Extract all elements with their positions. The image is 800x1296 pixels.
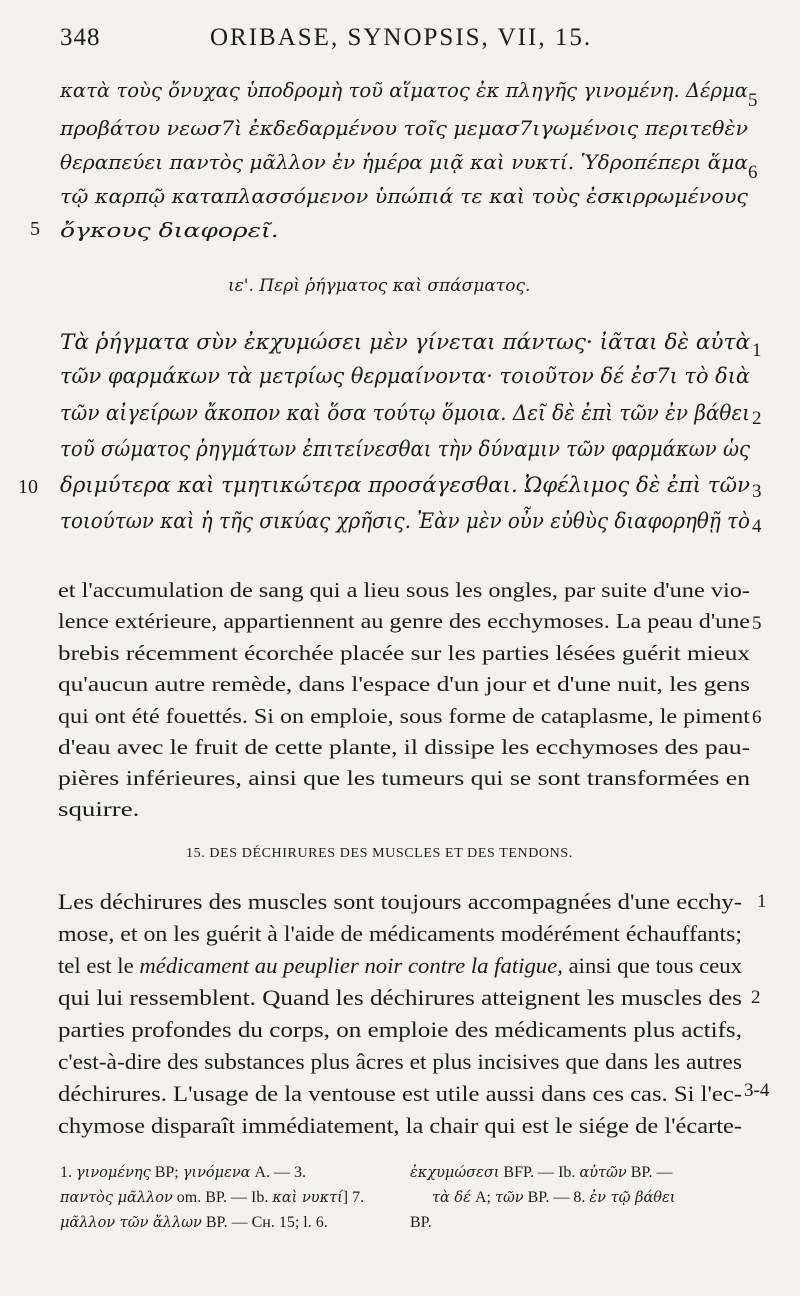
margin-number: 3-4 [744,1080,770,1101]
note-text: 1. [60,1164,72,1181]
greek-line: τῶν αἰγείρων ἄκοπον καὶ ὅσα τούτῳ ὅμοια. Δεῖ δὲ ἐπὶ τῶν ἐν βάθει [60,401,751,426]
french-text: tel est le [58,953,140,978]
greek-line: Τὰ ῥήγματα σὺν ἐκχυμώσει μὲν γίνεται πάντως· ἰᾶται δὲ αὐτὰ [60,330,751,355]
margin-number: 3 [752,481,762,502]
note-greek: καὶ νυκτί [272,1190,343,1206]
italic-title: médicament au peuplier noir contre la fatigue, [139,953,563,978]
french-line: Les déchirures des muscles sont toujours accompagnées d'une ecchy- [58,889,742,914]
note-greek: τὰ δέ [432,1190,471,1206]
french-line: qui lui ressemblent. Quand les déchirures atteignent les muscles des [58,985,742,1010]
french-line: parties profondes du corps, on emploie des médicaments plus actifs, [58,1017,742,1042]
footnote-line [432,1189,675,1207]
note-greek: γινομένης [76,1165,151,1181]
margin-number: 5 [752,613,762,634]
french-line: lence extérieure, appartiennent au genre des ecchymoses. La peau d'une [58,609,751,633]
running-title: ORIBASE, SYNOPSIS, VII, 15. [210,24,593,51]
greek-line: θεραπεύει παντὸς μᾶλλον ἐν ἡμέρα μιᾷ καὶ νυκτί. Ὑδροπέπερι ἅμα [60,150,748,174]
margin-number: 4 [752,516,762,537]
note-text: ] 7. [342,1189,365,1206]
note-text: BP. — [626,1164,673,1181]
margin-number: 2 [751,987,761,1008]
note-text: BP; [150,1164,179,1181]
french-text: ainsi que tous ceux [562,953,743,978]
note-greek: αὐτῶν [579,1165,627,1181]
french-line: brebis récemment écorchée placée sur les parties lésées guérit mieux [58,641,750,665]
greek-line: τῶν φαρμάκων τὰ μετρίως θερμαίνοντα· τοιοῦτον δέ ἐσ7ι τὸ διὰ [60,364,751,389]
french-line: et l'accumulation de sang qui a lieu sous les ongles, par suite d'une vio- [58,578,750,602]
greek-line: προβάτου νεωσ7ὶ ἐκδεδαρμένου τοῖς μεμασ7ιγωμένοις περιτεθὲν [60,116,749,140]
note-text: A; [470,1189,491,1206]
greek-line: ὄγκους διαφορεῖ. [60,218,279,242]
french-line: qu'aucun autre remède, dans l'espace d'un jour et d'une nuit, les gens [58,672,751,696]
french-line: squirre. [58,797,140,821]
french-line: mose, et on les guérit à l'aide de médicaments modérément échauffants; [58,921,743,946]
french-line: chymose disparaît immédiatement, la chair qui est le siége de l'écarte- [58,1113,743,1138]
french-line: qui ont été fouettés. Si on emploie, sous forme de cataplasme, le piment [58,704,751,728]
margin-number: 5 [748,90,758,111]
note-greek: παντὸς μᾶλλον [60,1190,173,1206]
footnote-line [410,1164,673,1182]
footnote-line [60,1164,306,1182]
page-header [60,24,750,58]
margin-number: 6 [748,162,758,183]
margin-number: 6 [752,707,762,728]
french-line: d'eau avec le fruit de cette plante, il dissipe les ecchymoses des pau- [58,735,751,759]
note-greek: ἐν τῷ βάθει [589,1190,676,1206]
footnote-line: BP. [410,1214,432,1231]
footnote-line [60,1214,328,1232]
note-text: om. BP. — Ib. [172,1189,269,1206]
french-line [58,953,742,979]
french-line: pières inférieures, ainsi que les tumeurs qui se sont transformées en [58,766,751,790]
footnote-line [60,1189,364,1207]
french-line: c'est-à-dire des substances plus âcres et plus incisives que dans les autres [58,1049,743,1074]
line-number: 10 [18,476,38,498]
note-greek: μᾶλλον τῶν ἄλλων [60,1215,202,1231]
margin-number: 2 [752,408,762,429]
note-greek: τῶν [494,1190,524,1206]
note-text: BP. — 8. [523,1189,586,1206]
page-number: 348 [60,24,101,51]
greek-line: τοιούτων καὶ ἡ τῆς σικύας χρῆσις. Ἐὰν μὲν οὖν εὐθὺς διαφορηθῇ τὸ [60,509,751,534]
margin-number: 1 [757,891,767,912]
note-greek: γινόμενα [182,1165,251,1181]
note-greek: ἐκχυμώσεσι [410,1165,500,1181]
note-text: A. — 3. [250,1164,307,1181]
greek-section-heading: ιε'. Περὶ ῥήγματος καὶ σπάσματος. [228,276,531,296]
greek-line: τοῦ σώματος ῥηγμάτων ἐπιτείνεσθαι τὴν δύναμιν τῶν φαρμάκων ὡς [60,437,750,462]
french-line: déchirures. L'usage de la ventouse est utile aussi dans ces cas. Si l'ec- [58,1081,743,1106]
line-number: 5 [30,218,40,240]
greek-line: δριμύτερα καὶ τμητικώτερα προσάγεσθαι. Ὠφέλιμος δὲ ἐπὶ τῶν [60,473,750,498]
margin-number: 1 [752,340,762,361]
note-text: BFP. — Ib. [499,1164,576,1181]
note-text: BP. — Cн. 15; l. 6. [201,1214,328,1231]
greek-line: τῷ καρπῷ καταπλασσόμενον ὑπώπιά τε καὶ τοὺς ἐσκιρρωμένους [60,184,749,208]
greek-line: κατὰ τοὺς ὄνυχας ὑποδρομὴ τοῦ αἵματος ἐκ πληγῆς γινομένη. Δέρμα [60,78,748,102]
french-section-heading: 15. DES DÉCHIRURES DES MUSCLES ET DES TENDONS. [186,846,573,861]
